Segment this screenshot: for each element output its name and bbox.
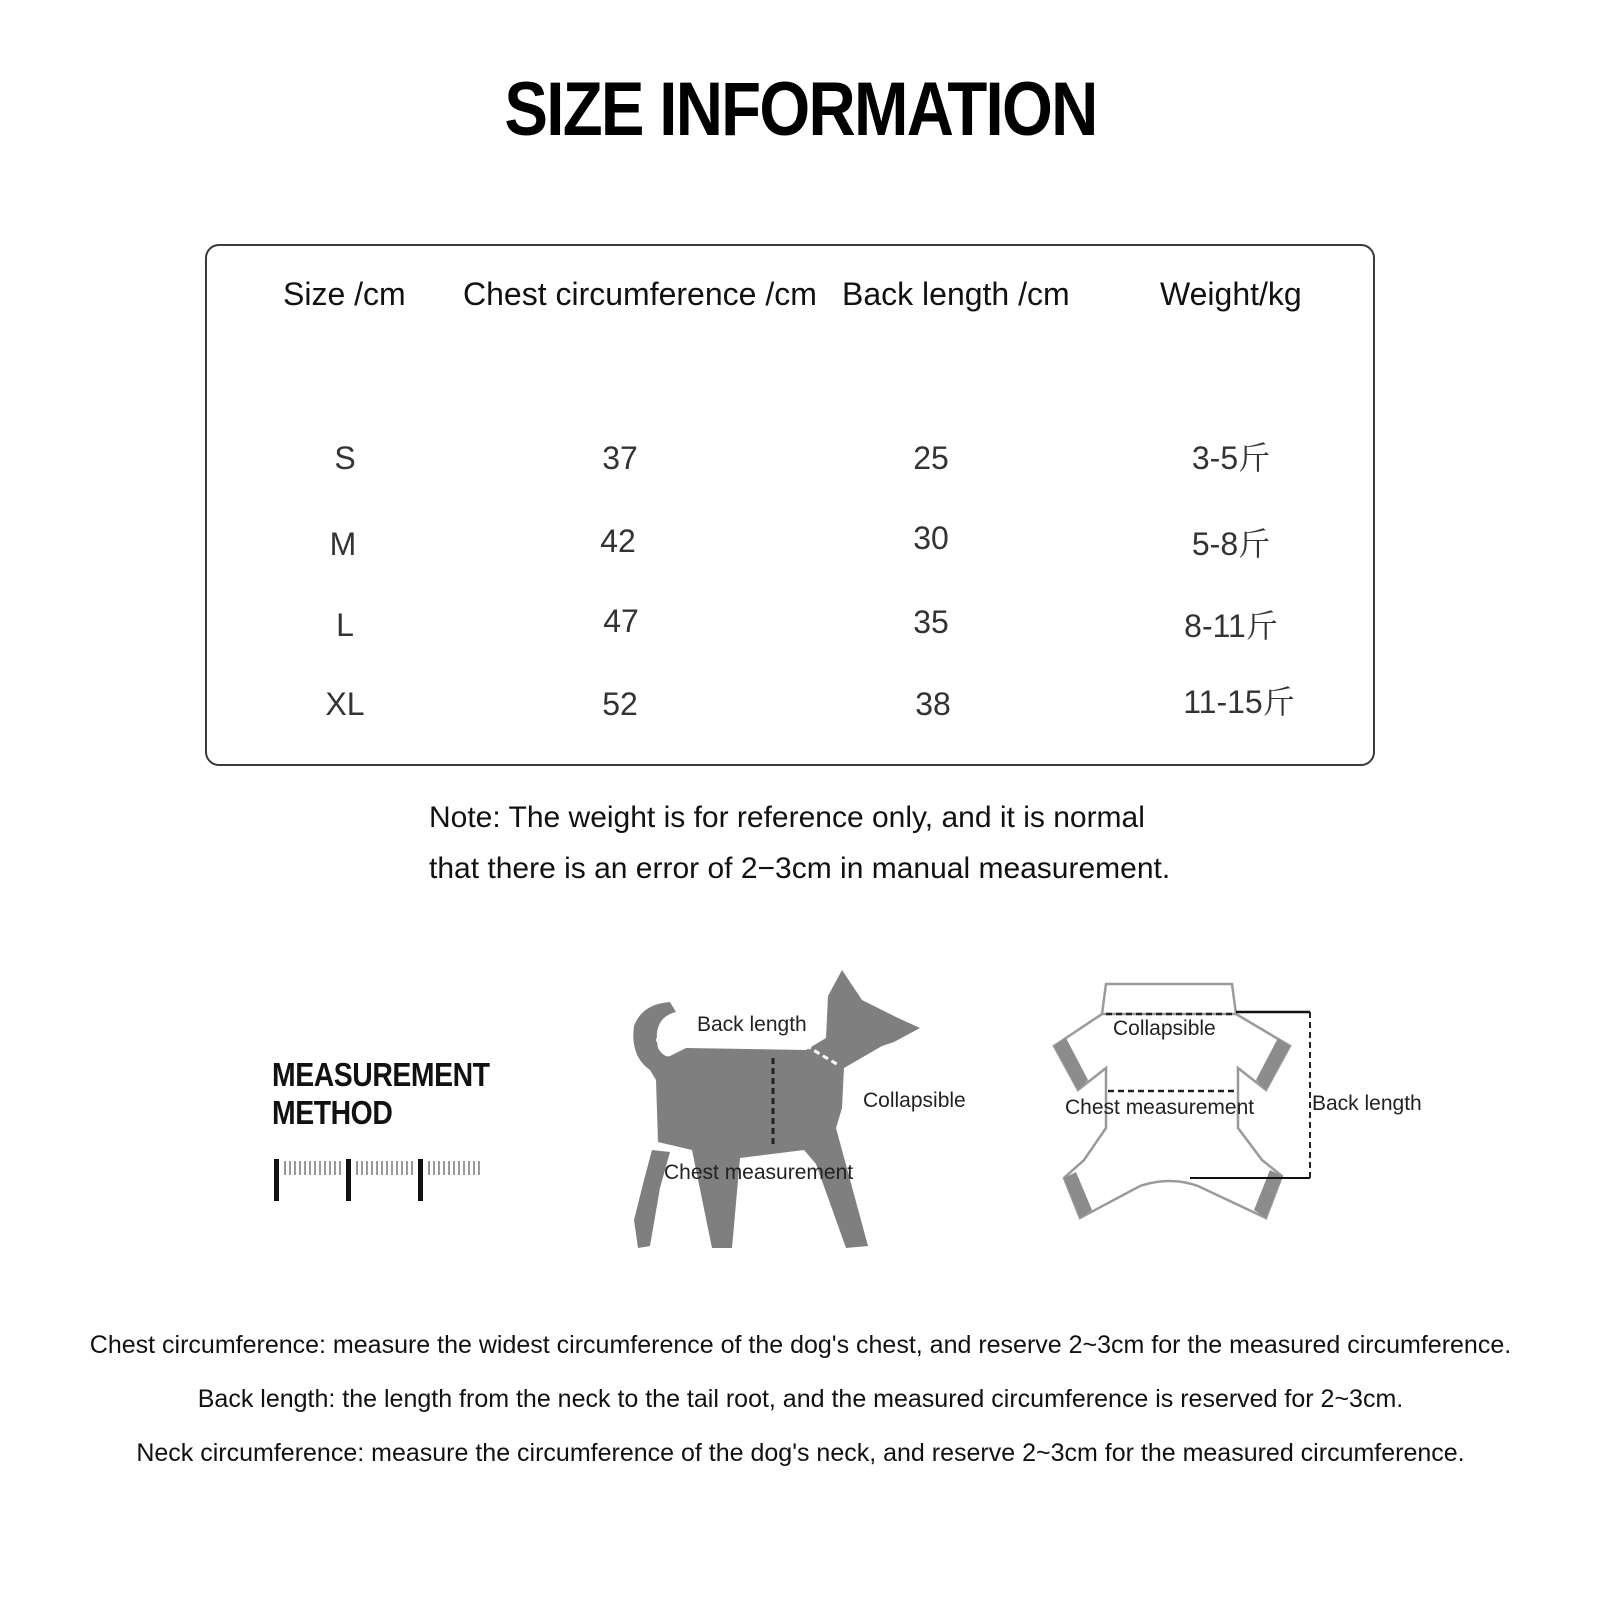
cell-size: M: [329, 526, 357, 562]
dog-chest-measurement-label: Chest measurement: [664, 1161, 854, 1184]
cell-back: 30: [913, 520, 949, 556]
cell-back: 35: [913, 604, 949, 640]
header-chest: Chest circumference /cm: [463, 276, 817, 312]
note-line-1: Note: The weight is for reference only, and it is normal: [429, 801, 1145, 834]
garment-chest-measurement-label: Chest measurement: [1065, 1096, 1255, 1119]
note-line-2: that there is an error of 2−3cm in manual measurement.: [429, 852, 1171, 885]
cell-chest: 47: [603, 603, 639, 639]
neck-description: Neck circumference: measure the circumference of the dog's neck, and reserve 2~3cm for the measured circumference.: [136, 1439, 1465, 1467]
cell-weight: 11-15斤: [1183, 684, 1295, 720]
dog-back-length-label: Back length: [697, 1013, 807, 1036]
header-size: Size /cm: [283, 276, 406, 312]
cell-back: 25: [913, 440, 949, 476]
cell-size: XL: [325, 686, 365, 722]
cell-weight: 5-8斤: [1191, 526, 1271, 562]
cell-size: L: [336, 607, 354, 643]
cell-weight: 8-11斤: [1184, 608, 1278, 644]
page-title: SIZE INFORMATION: [504, 67, 1097, 152]
cell-chest: 52: [602, 686, 638, 722]
header-back-length: Back length /cm: [842, 276, 1070, 312]
chest-description: Chest circumference: measure the widest circumference of the dog's chest, and reserve 2~3cm for the measured circumference.: [89, 1331, 1512, 1359]
measurement-method-label: METHOD: [272, 1094, 393, 1131]
garment-collapsible-label: Collapsible: [1113, 1017, 1216, 1040]
header-weight: Weight/kg: [1160, 276, 1302, 312]
cell-back: 38: [915, 686, 951, 722]
back-length-description: Back length: the length from the neck to the tail root, and the measured circumference is reserved for 2~3cm.: [197, 1385, 1404, 1413]
garment-back-length-label: Back length: [1312, 1092, 1422, 1115]
measurement-method-label: MEASUREMENT: [272, 1056, 490, 1093]
dog-collapsible-label: Collapsible: [863, 1089, 966, 1112]
ruler-icon: [272, 1155, 492, 1201]
cell-size: S: [334, 440, 356, 476]
cell-chest: 42: [600, 523, 636, 559]
cell-chest: 37: [602, 440, 638, 476]
cell-weight: 3-5斤: [1191, 440, 1271, 476]
